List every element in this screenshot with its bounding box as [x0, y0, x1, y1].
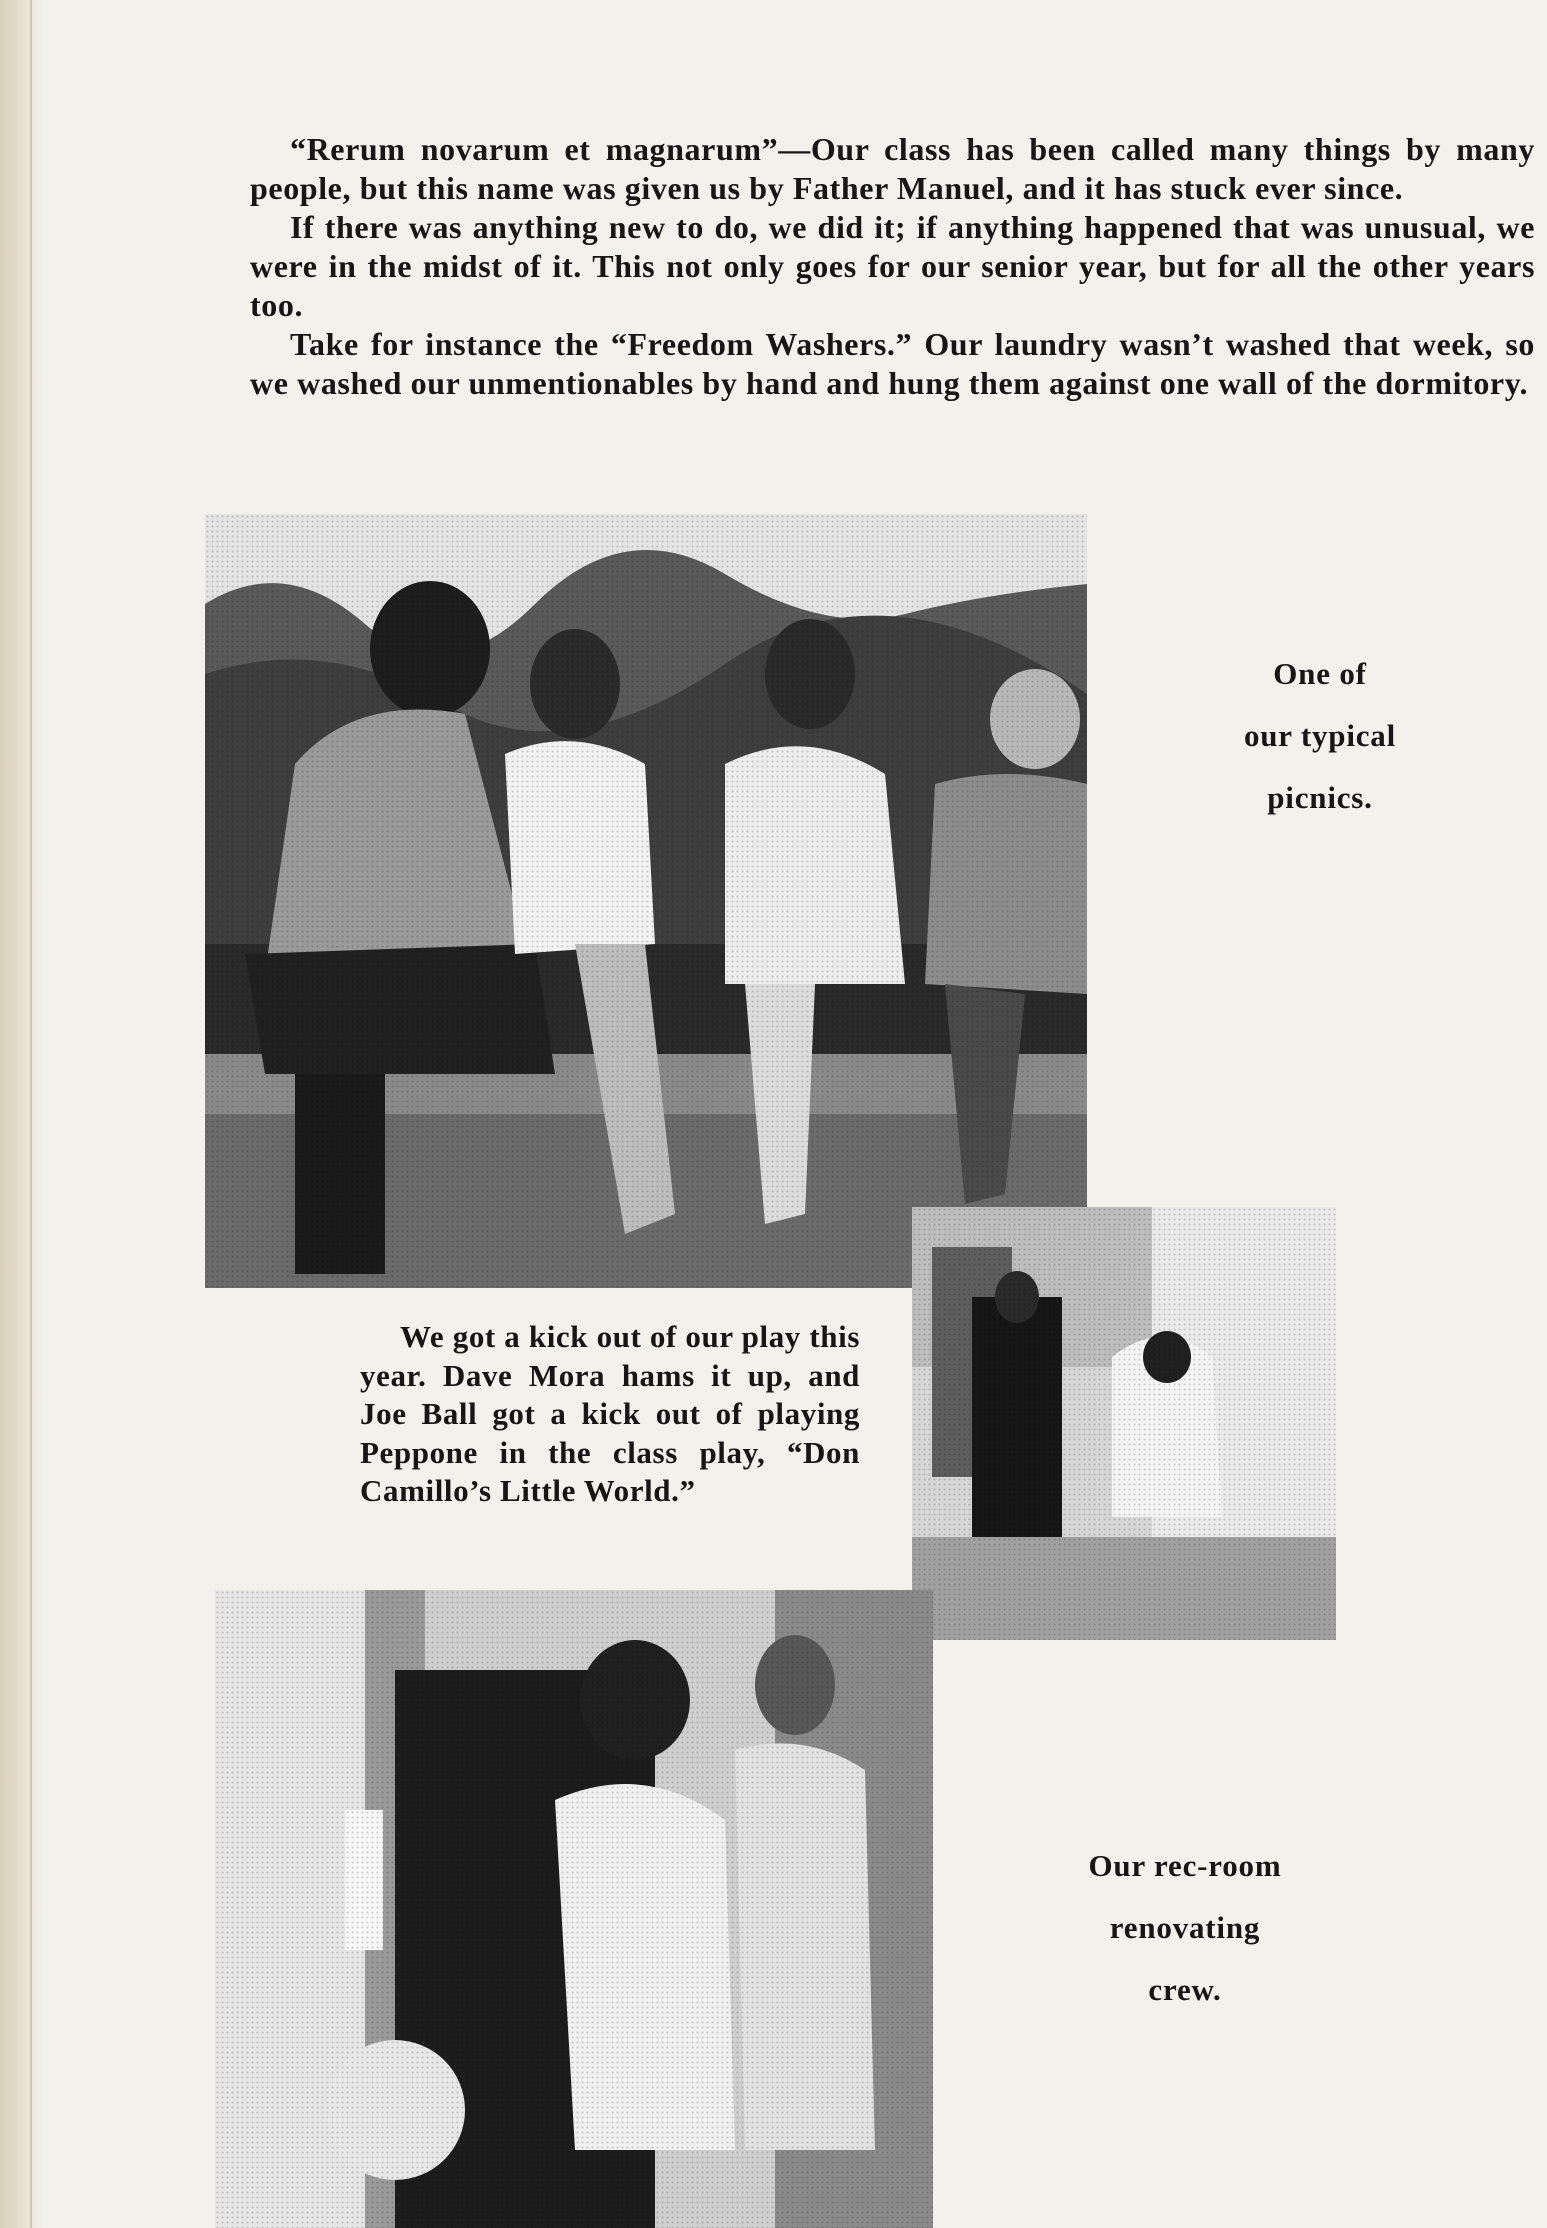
play-caption: [360, 1318, 860, 1511]
crew-caption: [1035, 1835, 1335, 2021]
page-binding-edge: [0, 0, 44, 2228]
page-binding-line: [30, 0, 32, 2228]
picnic-caption-line-3: picnics.: [1267, 780, 1373, 815]
rec-room-crew-photo: [215, 1590, 933, 2228]
intro-text: [250, 130, 1535, 403]
picnic-caption-line-2: our typical: [1243, 718, 1397, 753]
play-photo: [912, 1207, 1336, 1640]
crew-caption-line-2: renovating: [1109, 1910, 1261, 1945]
crew-caption-line-3: crew.: [1148, 1972, 1222, 2007]
intro-paragraph-2: If there was anything new to do, we did it; if anything happened that was unusual, we were in the midst of it. This not only goes for our senior year, but for all the other years too.: [250, 209, 1535, 323]
intro-paragraph-1: “Rerum novarum et magnarum”—Our class has been called many things by many people, but this name was given us by Father Manuel, and it has stuck ever since.: [250, 131, 1535, 206]
picnic-photo: [205, 514, 1087, 1288]
picnic-caption-line-1: One of: [1273, 656, 1367, 691]
intro-paragraph-3: Take for instance the “Freedom Washers.” Our laundry wasn’t washed that week, so we washed our unmentionables by hand and hung them against one wall of the dormitory.: [250, 326, 1535, 401]
play-caption-text: We got a kick out of our play this year. Dave Mora hams it up, and Joe Ball got a kick out of playing Peppone in the class play, “Don Camillo’s Little World.”: [360, 1319, 860, 1508]
picnic-caption: [1170, 643, 1470, 829]
crew-caption-line-1: Our rec-room: [1088, 1848, 1282, 1883]
